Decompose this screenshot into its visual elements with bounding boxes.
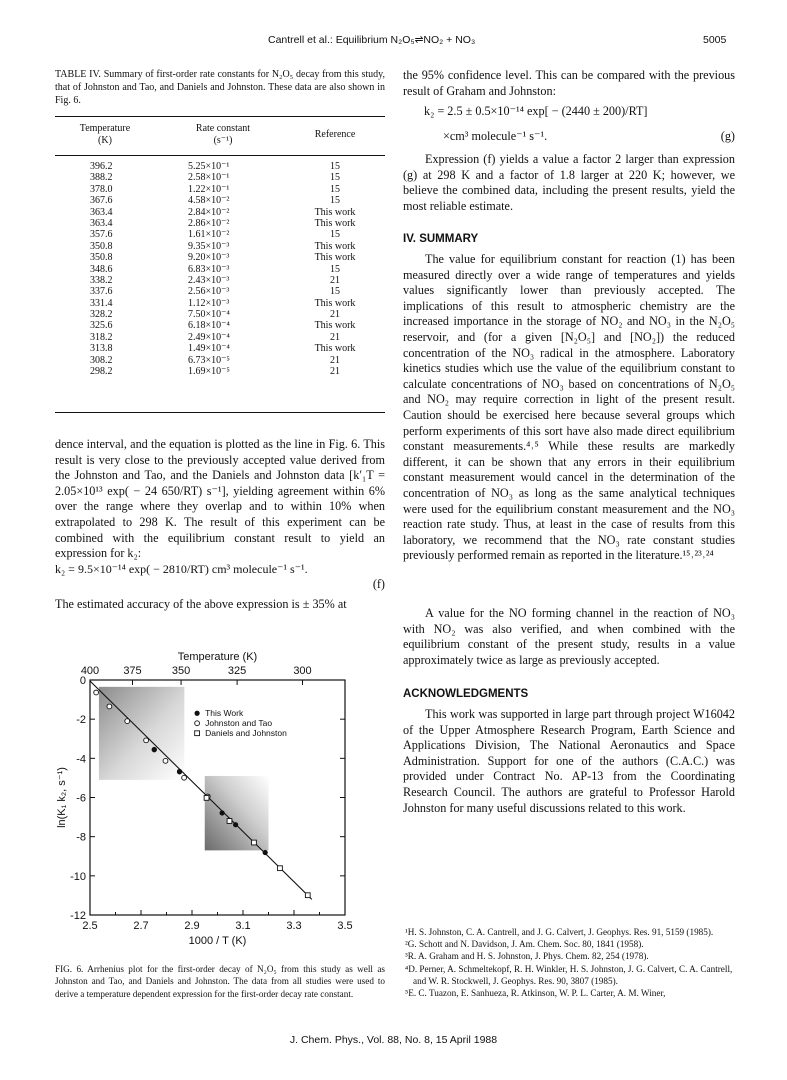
references-list <box>403 926 735 999</box>
cell-temperature: 363.4 <box>90 206 113 218</box>
cell-rate-constant: 1.49×10⁻⁴ <box>188 343 230 355</box>
x-tick-label: 3.5 <box>337 920 353 932</box>
cell-temperature: 298.2 <box>90 366 113 378</box>
reference-item: ⁴D. Perner, A. Schmeltekopf, R. H. Winkler, H. S. Johnston, J. G. Calvert, C. A. Cantrell, and W. R. Stockwell, J. Geophys. Res. 90, 3807 (1985). <box>405 963 733 986</box>
data-point <box>252 840 257 845</box>
data-point <box>219 810 224 815</box>
table-row <box>55 195 385 206</box>
equation-g-line1: k₂ = 2.5 ± 0.5×10⁻¹⁴ exp[ − (2440 ± 200)/RT] <box>424 104 648 118</box>
cell-temperature: 318.2 <box>90 331 113 343</box>
x-axis-label: 1000 / T (K) <box>188 935 247 947</box>
cell-rate-constant: 2.58×10⁻¹ <box>188 172 230 184</box>
cell-reference: This work <box>314 217 356 229</box>
cell-reference: 15 <box>330 195 340 207</box>
table-row <box>55 252 385 263</box>
cell-temperature: 357.6 <box>90 229 113 241</box>
y-tick-label: 0 <box>79 675 86 687</box>
cell-reference: This work <box>314 240 356 252</box>
data-point <box>163 758 168 763</box>
cell-temperature: 328.2 <box>90 309 113 321</box>
cell-temperature: 331.4 <box>90 297 113 309</box>
arrhenius-plot <box>55 648 385 948</box>
page-number: 5005 <box>703 34 727 46</box>
data-point <box>263 850 268 855</box>
reference-item: ²G. Schott and N. Davidson, J. Am. Chem. Soc. 80, 1841 (1958). <box>405 939 644 950</box>
rate-constant-table <box>55 116 385 413</box>
data-point <box>177 769 182 774</box>
cell-rate-constant: 1.22×10⁻¹ <box>188 183 230 195</box>
cell-rate-constant: 2.43×10⁻³ <box>188 274 230 286</box>
header-temperature: Temperature (K) <box>79 123 131 146</box>
cell-temperature: 388.2 <box>90 172 113 184</box>
cell-reference: This work <box>314 343 356 355</box>
top-tick-label: 300 <box>293 665 312 677</box>
table-row <box>55 366 385 377</box>
reference-item: ¹H. S. Johnston, C. A. Cantrell, and J. G. Calvert, J. Geophys. Res. 91, 5159 (1985). <box>405 927 714 937</box>
y-tick-label: -6 <box>76 792 86 805</box>
table-rule <box>55 155 385 156</box>
x-tick-label: 2.7 <box>133 920 149 932</box>
cell-reference: This work <box>314 252 356 264</box>
shade-region <box>205 776 269 850</box>
cell-rate-constant: 4.58×10⁻² <box>188 195 230 207</box>
x-tick-label: 3.1 <box>235 920 251 932</box>
cell-reference: 15 <box>330 229 340 241</box>
reference-item: ⁵E. C. Tuazon, E. Sanhueza, R. Atkinson, W. P. L. Carter, A. M. Winer, <box>405 988 666 999</box>
cell-temperature: 325.6 <box>90 320 113 332</box>
data-point <box>278 866 283 871</box>
cell-temperature: 378.0 <box>90 183 113 195</box>
data-point <box>125 719 130 724</box>
acknowledgments-heading: ACKNOWLEDGMENTS <box>403 688 529 700</box>
table-row <box>55 286 385 297</box>
journal-citation: J. Chem. Phys., Vol. 88, No. 8, 15 April 1988 <box>289 1034 498 1046</box>
table-row <box>55 229 385 240</box>
top-tick-label: 325 <box>227 665 247 677</box>
table-row <box>55 184 385 195</box>
cell-reference: 21 <box>330 331 340 343</box>
table-row <box>55 332 385 343</box>
table-row <box>55 309 385 320</box>
shade-region <box>99 687 184 780</box>
y-tick-label: -12 <box>70 910 86 922</box>
legend-marker <box>195 711 200 716</box>
cell-rate-constant: 6.18×10⁻⁴ <box>188 320 230 332</box>
data-point <box>94 690 99 695</box>
data-point <box>107 704 112 709</box>
cell-temperature: 363.4 <box>90 217 113 229</box>
cell-reference: This work <box>314 206 356 218</box>
cell-reference: 21 <box>330 354 340 366</box>
cell-rate-constant: 2.56×10⁻³ <box>188 286 230 298</box>
cell-reference: 21 <box>330 366 340 378</box>
right-paragraph-expression: Expression (f) yields a value a factor 2 larger than expression (g) at 298 K and a factor of 1.8 larger at 220 K; however, we believe the combined data, including the present results, yield the most reliable estimate. <box>403 152 735 213</box>
table-row <box>55 241 385 252</box>
acknowledgments-paragraph: This work was supported in large part through project W16042 of the Upper Atmosphere Research Program, Earth Science and Applications Division, The National Aeronautics and Space Administration. Support for one of the authors (C.A.C.) was provided under Contract No. AP-13 from the Coordinating Research Council. The authors are grateful to Professor Harold Johnston for many useful discussions related to this work. <box>403 707 735 815</box>
cell-rate-constant: 6.83×10⁻³ <box>188 263 230 275</box>
table-row <box>55 218 385 229</box>
cell-rate-constant: 2.49×10⁻⁴ <box>188 331 230 343</box>
equation-f: k₂ = 9.5×10⁻¹⁴ exp( − 2810/RT) cm³ molecule⁻¹ s⁻¹. (f) <box>55 561 385 592</box>
legend-label: Daniels and Johnston <box>205 728 287 739</box>
legend-label: This Work <box>205 708 244 719</box>
data-point <box>305 893 310 898</box>
table-body <box>55 161 385 377</box>
cell-rate-constant: 1.12×10⁻³ <box>188 297 230 309</box>
cell-rate-constant: 1.69×10⁻⁵ <box>188 366 230 378</box>
cell-rate-constant: 1.61×10⁻² <box>188 229 230 241</box>
table-row <box>55 343 385 354</box>
x-tick-label: 2.9 <box>184 920 200 932</box>
legend-label: Johnston and Tao <box>205 718 273 729</box>
table-row <box>55 298 385 309</box>
cell-temperature: 337.6 <box>90 286 113 298</box>
running-header <box>0 34 787 50</box>
x-tick-label: 3.3 <box>286 920 302 932</box>
y-axis-label: ln(K₁ k₂, s⁻¹) <box>56 767 68 828</box>
cell-temperature: 338.2 <box>90 274 113 286</box>
top-tick-label: 350 <box>171 665 191 677</box>
reference-item: ³R. A. Graham and H. S. Johnston, J. Phys. Chem. 82, 254 (1978). <box>405 951 649 962</box>
summary-paragraph-2: A value for the NO forming channel in the reaction of NO₃ with NO₂ was also verified, and when combined with the equilibrium constant of the present study, results in a value approximately twice as large as previously accepted. <box>403 606 735 667</box>
cell-reference: 15 <box>330 172 340 184</box>
top-tick-label: 375 <box>123 665 142 677</box>
cell-rate-constant: 6.73×10⁻⁵ <box>188 354 230 366</box>
chart-svg <box>55 648 385 948</box>
table-row <box>55 320 385 331</box>
table-header <box>55 123 385 151</box>
data-point <box>152 747 157 752</box>
cell-reference: 15 <box>330 263 340 275</box>
data-point <box>182 775 187 780</box>
cell-reference: This work <box>314 320 356 332</box>
y-tick-label: -4 <box>76 753 86 766</box>
top-axis-label: Temperature (K) <box>177 651 258 663</box>
x-tick-label: 2.5 <box>82 920 98 932</box>
right-paragraph-top: the 95% confidence level. This can be compared with the previous result of Graham and Johnston: <box>403 68 735 98</box>
cell-rate-constant: 5.25×10⁻¹ <box>188 161 230 172</box>
y-tick-label: -8 <box>76 831 86 844</box>
cell-reference: 21 <box>330 309 340 321</box>
cell-reference: 15 <box>330 161 340 172</box>
cell-reference: 15 <box>330 183 340 195</box>
legend-marker <box>195 721 200 726</box>
cell-temperature: 396.2 <box>90 161 113 172</box>
cell-rate-constant: 2.84×10⁻² <box>188 206 230 218</box>
top-tick-label: 400 <box>80 665 100 677</box>
cell-rate-constant: 9.20×10⁻³ <box>188 252 230 264</box>
summary-heading: IV. SUMMARY <box>403 233 479 245</box>
data-point <box>233 822 238 827</box>
y-tick-label: -10 <box>70 870 86 883</box>
table-row <box>55 275 385 286</box>
table-caption: TABLE IV. Summary of first-order rate constants for N₂O₅ decay from this study, that of Johnston and Tao, and Daniels and Johnston. These data are also shown in Fig. 6. <box>55 69 385 106</box>
cell-reference: 21 <box>330 274 340 286</box>
table-row <box>55 161 385 172</box>
y-tick-label: -2 <box>76 714 86 727</box>
cell-rate-constant: 2.86×10⁻² <box>188 217 230 229</box>
table-row <box>55 264 385 275</box>
legend-marker <box>195 731 200 736</box>
running-title: Cantrell et al.: Equilibrium N₂O₅⇌NO₂ + NO₃ <box>268 34 476 46</box>
table-row <box>55 172 385 183</box>
cell-temperature: 348.6 <box>90 263 113 275</box>
data-point <box>204 795 209 800</box>
cell-temperature: 350.8 <box>90 252 113 264</box>
header-rate-constant: Rate constant (s⁻¹) <box>195 123 251 146</box>
table-row <box>55 355 385 366</box>
cell-temperature: 308.2 <box>90 354 113 366</box>
cell-rate-constant: 9.35×10⁻³ <box>188 240 230 252</box>
data-point <box>144 738 149 743</box>
cell-temperature: 313.8 <box>90 343 113 355</box>
cell-reference: This work <box>314 297 356 309</box>
header-reference: Reference <box>314 129 356 140</box>
left-paragraph: dence interval, and the equation is plotted as the line in Fig. 6. This result is very close to the previously accepted value derived from the Johnston and Tao, and the Daniels and Johnston data [k′₁T = 2.05×10¹³ exp( − 24 650/RT) s⁻¹], yielding agreement within 6% over the range where they overlap and to within 10% when extrapolated to 298 K. The result of this experiment can be combined with the equilibrium constant result to yield an expression for k₂: k₂ = 9.5×10⁻¹⁴ exp( − 2810/RT) cm³ molecule⁻¹ s⁻¹. (f) The estimated accuracy of the above expression is ± 35% at <box>55 437 385 611</box>
cell-temperature: 367.6 <box>90 195 113 207</box>
cell-rate-constant: 7.50×10⁻⁴ <box>188 309 230 321</box>
figure-caption: FIG. 6. Arrhenius plot for the first-order decay of N₂O₅ from this study as well as Johnston and Tao, and Daniels and Johnston. The data from all studies were used to derive a temperature dependent expression for the first-order decay rate constant. <box>55 964 385 999</box>
cell-temperature: 350.8 <box>90 240 113 252</box>
cell-reference: 15 <box>330 286 340 298</box>
data-point <box>227 819 232 824</box>
equation-g-line2: ×cm³ molecule⁻¹ s⁻¹. (g) <box>443 129 735 143</box>
summary-paragraph-1: The value for equilibrium constant for reaction (1) has been measured directly over a wide range of temperatures and yields values significantly lower than previously accepted. The implications of this result to atmospheric chemistry are the increased importance in the storage of NO₂ and NO₃ in the N₂O₅ reservoir, and (for a given [N₂O₅] and [NO₂]) the reduced concentration of the NO₃ radical in the atmosphere. Laboratory kinetics studies which use the value of the equilibrium constant to calculate concentrations of NO₃ based on concentrations of N₂O₅ and NO₂ may require correction in light of the present result. Caution should be exercised here because several groups which perform experiments of this sort have also made direct equilibrium constant measurements.⁴˒⁵ While these results are markedly different, it can be shown that any errors in their equilibrium constant measurement would cancel in the determination of the concentration of NO₃ as long as the same analytical techniques were used for the equilibrium constant measurement and the NO₃ reaction rate study. Thus, at least in the case of results from this laboratory, we recommend that the NO₃ rate constant studies previously performed remain as reported in the literature.¹⁵˒²³˒²⁴ <box>403 252 735 563</box>
table-row <box>55 207 385 218</box>
